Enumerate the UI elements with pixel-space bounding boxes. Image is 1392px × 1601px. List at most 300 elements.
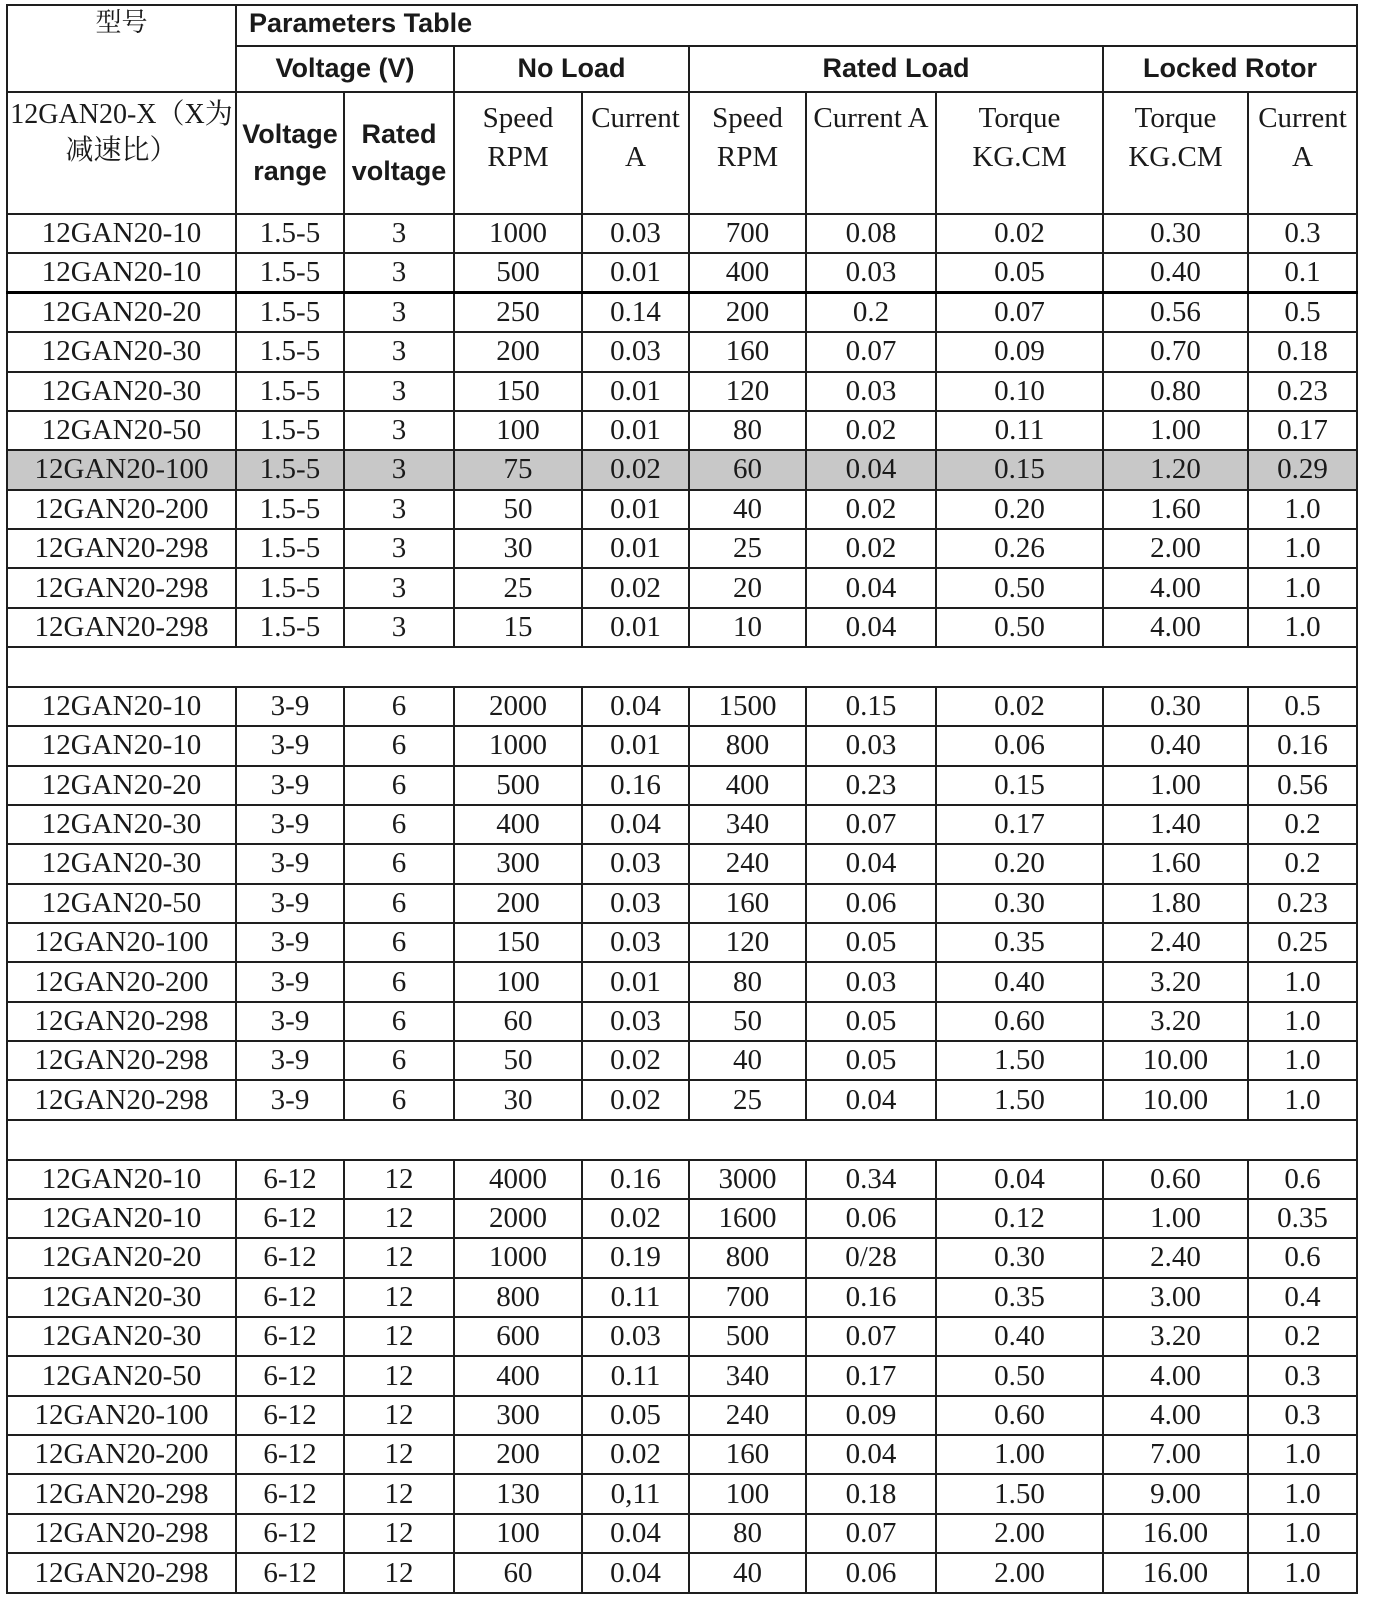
model-cell: 12GAN20-30 [7,1317,236,1356]
locked-torque-header: Torque KG.CM [1103,92,1248,214]
no-load-speed-cell: 100 [454,962,582,1001]
rated-current-cell: 0.05 [806,1041,936,1080]
rated-torque-cell: 0.20 [936,844,1103,883]
no-load-current-cell: 0.14 [582,293,689,332]
spacer-cell [454,1120,582,1160]
rated-current-cell: 0.04 [806,450,936,489]
locked-current-cell: 1.0 [1248,529,1357,568]
table-row [7,1553,1357,1593]
locked-torque-cell: 16.00 [1103,1514,1248,1553]
no-load-current-cell: 0.04 [582,687,689,726]
voltage-range-cell: 3-9 [236,805,344,844]
voltage-range-cell: 6-12 [236,1238,344,1277]
rated-current-cell: 0.2 [806,293,936,332]
rated-voltage-cell: 6 [344,1041,454,1080]
voltage-range-cell: 1.5-5 [236,529,344,568]
no-load-speed-cell: 300 [454,844,582,883]
no-load-speed-cell: 1000 [454,726,582,765]
rated-current-cell: 0.03 [806,962,936,1001]
no-load-current-cell: 0.01 [582,411,689,450]
rated-torque-cell: 0.12 [936,1199,1103,1238]
rated-current-cell: 0.04 [806,844,936,883]
no-load-current-cell: 0.04 [582,1553,689,1593]
rated-voltage-cell: 12 [344,1474,454,1513]
no-load-current-cell: 0.03 [582,214,689,253]
no-load-speed-cell: 250 [454,293,582,332]
spacer-cell [236,1120,344,1160]
spacer-cell [936,647,1103,687]
rated-current-cell: 0.34 [806,1160,936,1199]
model-cell: 12GAN20-50 [7,884,236,923]
rated-voltage-cell: 12 [344,1396,454,1435]
locked-current-cell: 0.6 [1248,1160,1357,1199]
rated-speed-cell: 200 [689,293,806,332]
group-locked-rotor: Locked Rotor [1103,46,1357,92]
rated-voltage-cell: 3 [344,529,454,568]
locked-torque-cell: 3.20 [1103,962,1248,1001]
table-row [7,1278,1357,1317]
model-cell: 12GAN20-50 [7,411,236,450]
no-load-speed-cell: 500 [454,253,582,292]
no-load-speed-cell: 500 [454,766,582,805]
no-load-speed-cell: 100 [454,411,582,450]
rated-voltage-cell: 3 [344,372,454,411]
spacer-cell [1248,647,1357,687]
locked-current-cell: 1.0 [1248,1435,1357,1474]
rated-torque-cell: 0.04 [936,1160,1103,1199]
rated-voltage-cell: 12 [344,1435,454,1474]
locked-current-cell: 1.0 [1248,1514,1357,1553]
voltage-range-cell: 3-9 [236,1002,344,1041]
table-row [7,1396,1357,1435]
header-row-subheads [7,92,1357,214]
spacer-cell [1248,1120,1357,1160]
rated-current-cell: 0.07 [806,1514,936,1553]
rated-voltage-cell: 12 [344,1514,454,1553]
model-cell: 12GAN20-30 [7,372,236,411]
locked-torque-cell: 0.40 [1103,253,1248,292]
locked-current-cell: 1.0 [1248,1080,1357,1119]
rated-voltage-cell: 3 [344,411,454,450]
table-row [7,1356,1357,1395]
locked-torque-cell: 16.00 [1103,1553,1248,1593]
rated-speed-cell: 700 [689,214,806,253]
no-load-speed-cell: 600 [454,1317,582,1356]
voltage-range-cell: 3-9 [236,962,344,1001]
locked-torque-cell: 4.00 [1103,1356,1248,1395]
table-row [7,608,1357,647]
model-label-cell: 型号 [7,5,236,92]
locked-current-cell: 0.23 [1248,884,1357,923]
no-load-speed-header: Speed RPM [454,92,582,214]
rated-voltage-cell: 3 [344,450,454,489]
locked-current-cell: 0.23 [1248,372,1357,411]
rated-current-cell: 0.06 [806,884,936,923]
no-load-current-cell: 0.19 [582,1238,689,1277]
locked-current-cell: 0.35 [1248,1199,1357,1238]
spacer-cell [582,647,689,687]
no-load-speed-cell: 200 [454,332,582,371]
locked-torque-cell: 3.00 [1103,1278,1248,1317]
spacer-cell [7,1120,236,1160]
voltage-range-cell: 3-9 [236,766,344,805]
no-load-speed-cell: 400 [454,1356,582,1395]
model-cell: 12GAN20-10 [7,687,236,726]
rated-speed-cell: 100 [689,1474,806,1513]
locked-torque-cell: 0.60 [1103,1160,1248,1199]
voltage-range-cell: 6-12 [236,1474,344,1513]
rated-current-cell: 0.05 [806,923,936,962]
no-load-current-cell: 0.03 [582,884,689,923]
rated-torque-cell: 0.09 [936,332,1103,371]
rated-current-cell: 0.07 [806,332,936,371]
locked-torque-cell: 0.40 [1103,726,1248,765]
group-voltage: Voltage (V) [236,46,454,92]
rated-speed-cell: 400 [689,253,806,292]
locked-current-cell: 0.6 [1248,1238,1357,1277]
rated-voltage-cell: 6 [344,844,454,883]
rated-voltage-cell: 6 [344,1002,454,1041]
voltage-range-cell: 3-9 [236,923,344,962]
model-cell: 12GAN20-298 [7,1080,236,1119]
voltage-range-cell: 6-12 [236,1278,344,1317]
no-load-speed-cell: 2000 [454,1199,582,1238]
group-no-load: No Load [454,46,689,92]
locked-current-cell: 0.4 [1248,1278,1357,1317]
rated-speed-cell: 340 [689,805,806,844]
no-load-current-cell: 0.01 [582,726,689,765]
rated-torque-cell: 0.10 [936,372,1103,411]
no-load-speed-cell: 200 [454,1435,582,1474]
rated-voltage-cell: 6 [344,687,454,726]
rated-speed-cell: 340 [689,1356,806,1395]
no-load-current-cell: 0.02 [582,568,689,607]
no-load-speed-cell: 2000 [454,687,582,726]
rated-torque-cell: 0.07 [936,293,1103,332]
locked-current-cell: 0.2 [1248,1317,1357,1356]
table-row [7,1317,1357,1356]
rated-voltage-cell: 6 [344,962,454,1001]
rated-speed-cell: 50 [689,1002,806,1041]
locked-current-cell: 1.0 [1248,1474,1357,1513]
locked-torque-cell: 10.00 [1103,1080,1248,1119]
model-cell: 12GAN20-10 [7,726,236,765]
no-load-current-cell: 0.02 [582,1080,689,1119]
rated-speed-cell: 160 [689,332,806,371]
rated-speed-cell: 3000 [689,1160,806,1199]
rated-torque-cell: 0.20 [936,490,1103,529]
locked-current-cell: 0.5 [1248,687,1357,726]
rated-speed-cell: 400 [689,766,806,805]
rated-speed-cell: 120 [689,372,806,411]
no-load-speed-cell: 100 [454,1514,582,1553]
rated-voltage-cell: 6 [344,923,454,962]
locked-current-cell: 0.3 [1248,214,1357,253]
rated-voltage-cell: 3 [344,293,454,332]
locked-current-cell: 0.2 [1248,805,1357,844]
table-row [7,1160,1357,1199]
locked-current-cell: 1.0 [1248,962,1357,1001]
rated-speed-cell: 40 [689,1041,806,1080]
model-cell: 12GAN20-100 [7,1396,236,1435]
voltage-range-cell: 6-12 [236,1435,344,1474]
rated-voltage-cell: 6 [344,766,454,805]
table-row [7,1435,1357,1474]
no-load-current-cell: 0.16 [582,766,689,805]
rated-torque-header: Torque KG.CM [936,92,1103,214]
no-load-speed-cell: 130 [454,1474,582,1513]
locked-torque-cell: 0.30 [1103,214,1248,253]
rated-speed-cell: 40 [689,490,806,529]
voltage-range-cell: 1.5-5 [236,490,344,529]
locked-torque-cell: 9.00 [1103,1474,1248,1513]
table-row [7,1199,1357,1238]
rated-voltage-cell: 3 [344,568,454,607]
rated-torque-cell: 2.00 [936,1553,1103,1593]
voltage-range-cell: 1.5-5 [236,332,344,371]
table-row [7,844,1357,883]
table-row [7,726,1357,765]
rated-voltage-cell: 3 [344,214,454,253]
rated-voltage-cell: 12 [344,1238,454,1277]
rated-speed-cell: 120 [689,923,806,962]
locked-current-cell: 0.56 [1248,766,1357,805]
parameters-table [6,4,1358,1594]
model-cell: 12GAN20-298 [7,529,236,568]
rated-torque-cell: 0.35 [936,923,1103,962]
rated-speed-cell: 25 [689,529,806,568]
rated-speed-cell: 1500 [689,687,806,726]
rated-torque-cell: 0.17 [936,805,1103,844]
model-cell: 12GAN20-30 [7,805,236,844]
locked-torque-cell: 3.20 [1103,1317,1248,1356]
rated-voltage-header: Rated voltage [344,92,454,214]
rated-voltage-cell: 12 [344,1553,454,1593]
rated-speed-cell: 500 [689,1317,806,1356]
rated-voltage-cell: 3 [344,332,454,371]
voltage-range-cell: 3-9 [236,1080,344,1119]
locked-current-cell: 0.25 [1248,923,1357,962]
table-row [7,332,1357,371]
rated-current-cell: 0.06 [806,1553,936,1593]
no-load-current-cell: 0.05 [582,1396,689,1435]
rated-torque-cell: 0.11 [936,411,1103,450]
rated-speed-cell: 80 [689,411,806,450]
rated-speed-cell: 40 [689,1553,806,1593]
spacer-cell [689,1120,806,1160]
table-row [7,1238,1357,1277]
no-load-speed-cell: 400 [454,805,582,844]
table-row [7,805,1357,844]
locked-torque-cell: 1.20 [1103,450,1248,489]
model-cell: 12GAN20-200 [7,962,236,1001]
rated-current-cell: 0.04 [806,1435,936,1474]
table-row [7,568,1357,607]
spacer-cell [806,647,936,687]
model-cell: 12GAN20-298 [7,568,236,607]
locked-torque-cell: 2.40 [1103,923,1248,962]
locked-torque-cell: 2.00 [1103,529,1248,568]
locked-current-header: Current A [1248,92,1357,214]
locked-torque-cell: 10.00 [1103,1041,1248,1080]
no-load-speed-cell: 25 [454,568,582,607]
spacer-cell [1103,647,1248,687]
rated-current-cell: 0.02 [806,411,936,450]
spacer-cell [582,1120,689,1160]
table-row [7,450,1357,489]
no-load-speed-cell: 150 [454,372,582,411]
locked-torque-cell: 1.60 [1103,844,1248,883]
voltage-range-cell: 1.5-5 [236,372,344,411]
locked-torque-cell: 0.56 [1103,293,1248,332]
locked-current-cell: 1.0 [1248,608,1357,647]
locked-current-cell: 0.3 [1248,1356,1357,1395]
rated-torque-cell: 2.00 [936,1514,1103,1553]
locked-current-cell: 0.18 [1248,332,1357,371]
table-row [7,766,1357,805]
locked-torque-cell: 0.30 [1103,687,1248,726]
rated-torque-cell: 0.30 [936,1238,1103,1277]
rated-speed-cell: 80 [689,1514,806,1553]
locked-torque-cell: 4.00 [1103,568,1248,607]
table-row [7,1002,1357,1041]
model-cell: 12GAN20-298 [7,1514,236,1553]
spacer-cell [936,1120,1103,1160]
rated-current-cell: 0.02 [806,529,936,568]
no-load-speed-cell: 1000 [454,214,582,253]
rated-voltage-cell: 6 [344,805,454,844]
model-cell: 12GAN20-298 [7,1474,236,1513]
locked-torque-cell: 2.40 [1103,1238,1248,1277]
table-row [7,253,1357,292]
locked-torque-cell: 0.80 [1103,372,1248,411]
rated-current-cell: 0.15 [806,687,936,726]
no-load-speed-cell: 4000 [454,1160,582,1199]
model-cell: 12GAN20-20 [7,766,236,805]
model-cell: 12GAN20-10 [7,1199,236,1238]
locked-torque-cell: 3.20 [1103,1002,1248,1041]
rated-voltage-cell: 6 [344,884,454,923]
locked-torque-cell: 1.00 [1103,1199,1248,1238]
header-row-title [7,5,1357,46]
locked-torque-cell: 1.00 [1103,411,1248,450]
table-title: Parameters Table [236,5,1357,46]
group-spacer-row [7,1120,1357,1160]
rated-current-cell: 0.03 [806,253,936,292]
voltage-range-cell: 1.5-5 [236,411,344,450]
table-row [7,1514,1357,1553]
rated-torque-cell: 0.40 [936,1317,1103,1356]
model-cell: 12GAN20-298 [7,1553,236,1593]
rated-torque-cell: 0.15 [936,766,1103,805]
rated-current-cell: 0.17 [806,1356,936,1395]
table-row [7,372,1357,411]
group-spacer-row [7,647,1357,687]
no-load-speed-cell: 75 [454,450,582,489]
no-load-speed-cell: 300 [454,1396,582,1435]
no-load-speed-cell: 1000 [454,1238,582,1277]
locked-torque-cell: 1.60 [1103,490,1248,529]
no-load-speed-cell: 800 [454,1278,582,1317]
no-load-current-cell: 0.04 [582,805,689,844]
rated-torque-cell: 1.50 [936,1041,1103,1080]
no-load-current-cell: 0,11 [582,1474,689,1513]
voltage-range-cell: 1.5-5 [236,293,344,332]
voltage-range-cell: 1.5-5 [236,450,344,489]
table-row [7,490,1357,529]
rated-torque-cell: 0.35 [936,1278,1103,1317]
group-rated-load: Rated Load [689,46,1103,92]
rated-speed-cell: 240 [689,1396,806,1435]
rated-speed-cell: 1600 [689,1199,806,1238]
rated-speed-cell: 240 [689,844,806,883]
rated-current-cell: 0.07 [806,1317,936,1356]
rated-voltage-cell: 12 [344,1199,454,1238]
rated-speed-cell: 160 [689,1435,806,1474]
rated-torque-cell: 0.60 [936,1396,1103,1435]
table-row [7,884,1357,923]
locked-current-cell: 1.0 [1248,1002,1357,1041]
locked-current-cell: 0.2 [1248,844,1357,883]
table-row [7,214,1357,253]
locked-current-cell: 1.0 [1248,568,1357,607]
spacer-cell [806,1120,936,1160]
no-load-speed-cell: 200 [454,884,582,923]
model-cell: 12GAN20-10 [7,253,236,292]
model-cell: 12GAN20-30 [7,332,236,371]
rated-voltage-cell: 3 [344,253,454,292]
no-load-current-cell: 0.03 [582,844,689,883]
model-cell: 12GAN20-100 [7,923,236,962]
rated-current-cell: 0.06 [806,1199,936,1238]
rated-torque-cell: 0.30 [936,884,1103,923]
spacer-cell [7,647,236,687]
table-row [7,687,1357,726]
rated-torque-cell: 0.02 [936,687,1103,726]
rated-speed-cell: 160 [689,884,806,923]
no-load-current-cell: 0.02 [582,1199,689,1238]
table-row [7,293,1357,332]
rated-torque-cell: 0.15 [936,450,1103,489]
table-row [7,1474,1357,1513]
table-row [7,529,1357,568]
locked-torque-cell: 7.00 [1103,1435,1248,1474]
rated-current-cell: 0.04 [806,1080,936,1119]
rated-voltage-cell: 12 [344,1278,454,1317]
model-cell: 12GAN20-298 [7,1041,236,1080]
locked-current-cell: 1.0 [1248,1553,1357,1593]
rated-current-cell: 0.04 [806,608,936,647]
no-load-current-cell: 0.03 [582,1317,689,1356]
locked-current-cell: 1.0 [1248,490,1357,529]
no-load-speed-cell: 30 [454,1080,582,1119]
no-load-current-cell: 0.02 [582,450,689,489]
model-desc-cell: 12GAN20-X（X为减速比） [7,92,236,214]
no-load-current-cell: 0.11 [582,1356,689,1395]
model-cell: 12GAN20-100 [7,450,236,489]
voltage-range-cell: 6-12 [236,1514,344,1553]
no-load-current-cell: 0.16 [582,1160,689,1199]
voltage-range-cell: 3-9 [236,1041,344,1080]
rated-current-cell: 0.07 [806,805,936,844]
locked-torque-cell: 1.40 [1103,805,1248,844]
rated-torque-cell: 0.60 [936,1002,1103,1041]
voltage-range-cell: 6-12 [236,1356,344,1395]
table-row [7,923,1357,962]
rated-current-cell: 0.09 [806,1396,936,1435]
voltage-range-cell: 3-9 [236,844,344,883]
no-load-current-cell: 0.01 [582,529,689,568]
